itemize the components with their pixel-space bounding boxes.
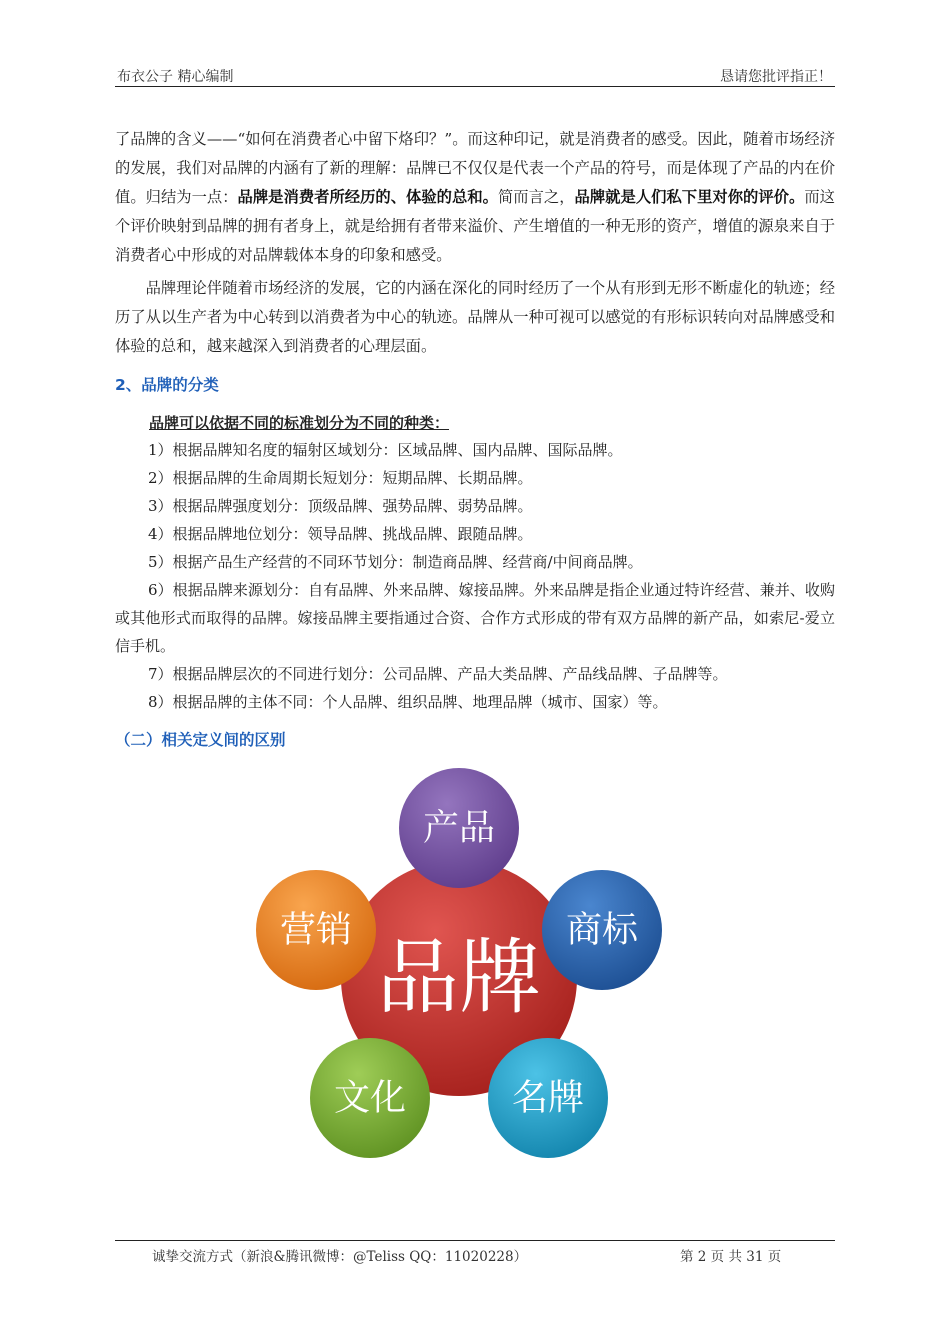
- footer-page-number: 第 2 页 共 31 页: [680, 1249, 782, 1265]
- diagram-node-product: [399, 768, 519, 888]
- classification-item: 8）根据品牌的主体不同：个人品牌、组织品牌、地理品牌（城市、国家）等。: [148, 693, 668, 711]
- paragraph-text: 而这个评价映射到品牌的拥有者身上，就是给拥有者带来溢价、产生增值的一种无形的资产，增值的源泉来自于消费者心中形成的对品牌载体本身的印象和感受。: [115, 188, 835, 264]
- header-left-text: 布衣公子 精心编制: [117, 69, 234, 85]
- paragraph-brand-theory: 品牌理论伴随着市场经济的发展，它的内涵在深化的同时经历了一个从有形到无形不断虚化的轨迹；经历了从以生产者为中心转到以消费者为中心的轨迹。品牌从一种可视可以感觉的有形标识转向对品牌感受和体验的总和，越来越深入到消费者的心理层面。: [115, 279, 835, 355]
- classification-item: 5）根据产品生产经营的不同环节划分：制造商品牌、经营商/中间商品牌。: [148, 553, 643, 571]
- classification-item: 6）根据品牌来源划分：自有品牌、外来品牌、嫁接品牌。外来品牌是指企业通过特许经营、兼并、收购或其他形式而取得的品牌。嫁接品牌主要指通过合资、合作方式形成的带有双方品牌的新产品，如索尼-爱立信手机。: [115, 581, 835, 655]
- bold-statement: 品牌就是人们私下里对你的评价。: [574, 188, 805, 206]
- section-heading-definition-differences: （二）相关定义间的区别: [115, 731, 286, 749]
- footer-divider: [115, 1240, 835, 1241]
- diagram-node-marketing: [256, 870, 376, 990]
- diagram-node-famous-brand: [488, 1038, 608, 1158]
- classification-item: 1）根据品牌知名度的辐射区域划分：区域品牌、国内品牌、国际品牌。: [148, 441, 623, 459]
- diagram-center-label: 品牌: [376, 930, 542, 1026]
- bold-statement: 品牌是消费者所经历的、体验的总和。: [237, 188, 498, 206]
- brand-relationship-diagram: [240, 760, 710, 1180]
- diagram-node-label: 名牌: [511, 1077, 585, 1119]
- paragraph-text: 简而言之，: [497, 188, 575, 206]
- paragraph-brand-meaning: [115, 125, 835, 270]
- footer-contact: 诚挚交流方式（新浪&腾讯微博：@Teliss QQ：11020228）: [152, 1249, 528, 1265]
- header-divider: [115, 86, 835, 87]
- classification-item: 7）根据品牌层次的不同进行划分：公司品牌、产品大类品牌、产品线品牌、子品牌等。: [148, 665, 728, 683]
- diagram-node-label: 文化: [333, 1077, 407, 1119]
- paragraph-text: 了品牌的含义——“如何在消费者心中留下烙印？”。而这种印记，就是消费者的感受。因此，随着市场经济的发展，我们对品牌的内涵有了新的理解：品牌已不仅仅是代表一个产品的符号，而是体现了产品的内在价值。归结为一点：: [115, 130, 835, 206]
- diagram-node-label: 产品: [422, 807, 496, 849]
- section-heading-brand-classification: 2、品牌的分类: [115, 376, 219, 394]
- header-right-text: 恳请您批评指正！: [720, 69, 832, 85]
- classification-intro: 品牌可以依据不同的标准划分为不同的种类：: [149, 414, 450, 432]
- classification-item: 4）根据品牌地位划分：领导品牌、挑战品牌、跟随品牌。: [148, 525, 533, 543]
- diagram-node-culture: [310, 1038, 430, 1158]
- classification-item: 2）根据品牌的生命周期长短划分：短期品牌、长期品牌。: [148, 469, 533, 487]
- diagram-node-label: 营销: [279, 909, 353, 951]
- diagram-node-trademark: [542, 870, 662, 990]
- classification-item: 3）根据品牌强度划分：顶级品牌、强势品牌、弱势品牌。: [148, 497, 533, 515]
- diagram-node-label: 商标: [565, 909, 639, 951]
